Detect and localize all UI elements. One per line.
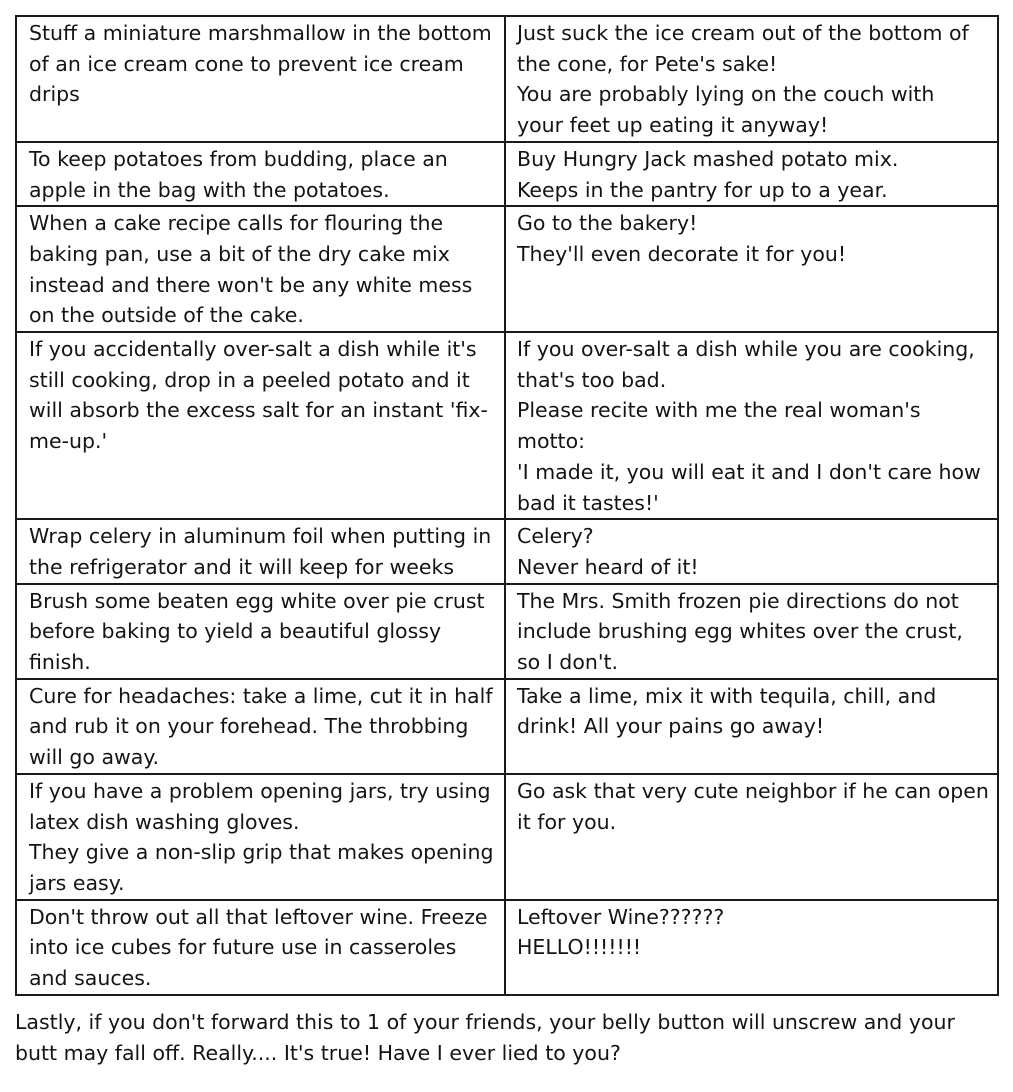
tip-cell (16, 206, 505, 332)
reply-line: You are probably lying on the couch with (517, 82, 935, 107)
table-row (16, 679, 998, 774)
tips-table (15, 15, 999, 996)
tip-cell (16, 16, 505, 142)
reply-line: Never heard of it! (517, 554, 699, 579)
reply-line: Just suck the ice cream out of the bottom of (517, 21, 969, 45)
reply-line: Leftover Wine?????? (517, 904, 725, 929)
tip-paragraph: Don't throw out all that leftover wine. Freeze into ice cubes for future use in casseroles and sauces. (29, 904, 488, 991)
reply-line: so I don't. (517, 650, 619, 675)
reply-cell (505, 584, 998, 679)
closing-paragraph: Lastly, if you don't forward this to 1 of your friends, your belly button will unscrew and your butt may fall off. Really.... It's true! Have I ever lied to you? (15, 1010, 955, 1065)
reply-cell (505, 142, 998, 206)
reply-line: Go to the bakery! (517, 211, 698, 236)
table-row (16, 774, 998, 900)
table-row (16, 16, 998, 142)
reply-line: it for you. (517, 809, 617, 834)
reply-line: HELLO!!!!!!! (517, 935, 642, 960)
reply-line: bad it tastes!' (517, 490, 659, 515)
tip-cell (16, 519, 505, 583)
tip-paragraph: Cure for headaches: take a lime, cut it in half and rub it on your forehead. The throbbing will go away. (29, 683, 493, 770)
tip-cell (16, 900, 505, 995)
tip-paragraph: Stuff a miniature marshmallow in the bottom of an ice cream cone to prevent ice cream drips (29, 21, 492, 107)
table-row (16, 332, 998, 519)
reply-cell (505, 679, 998, 774)
reply-line: Buy Hungry Jack mashed potato mix. (517, 146, 899, 171)
reply-line: Celery? (517, 524, 594, 549)
reply-cell (505, 16, 998, 142)
tip-paragraph: When a cake recipe calls for flouring the baking pan, use a bit of the dry cake mix instead and there won't be any white mess on the outside of the cake. (29, 211, 473, 328)
tip-cell (16, 142, 505, 206)
tip-cell (16, 332, 505, 519)
tip-cell (16, 584, 505, 679)
reply-line: your feet up eating it anyway! (517, 113, 829, 138)
tip-paragraph: If you accidentally over-salt a dish while it's still cooking, drop in a peeled potato and it will absorb the excess salt for an instant 'fix-me-up.' (29, 337, 488, 454)
reply-line: Please recite with me the real woman's (517, 398, 921, 423)
tip-paragraph: Wrap celery in aluminum foil when putting in the refrigerator and it will keep for weeks (29, 524, 492, 579)
reply-line: that's too bad. (517, 367, 667, 392)
reply-line: motto: (517, 429, 586, 454)
tip-paragraph: They give a non-slip grip that makes opening jars easy. (29, 840, 494, 895)
reply-line: include brushing egg whites over the crust, (517, 619, 963, 644)
table-row (16, 584, 998, 679)
reply-cell (505, 774, 998, 900)
table-row (16, 900, 998, 995)
reply-line: The Mrs. Smith frozen pie directions do not (517, 588, 959, 613)
reply-cell (505, 519, 998, 583)
reply-line: drink! All your pains go away! (517, 714, 825, 739)
tip-cell (16, 774, 505, 900)
tip-paragraph: Brush some beaten egg white over pie crust before baking to yield a beautiful glossy finish. (29, 588, 485, 675)
reply-line: Keeps in the pantry for up to a year. (517, 177, 888, 202)
reply-line: Go ask that very cute neighbor if he can open (517, 778, 989, 803)
reply-cell (505, 900, 998, 995)
reply-cell (505, 206, 998, 332)
reply-line: If you over-salt a dish while you are cooking, (517, 337, 975, 362)
reply-line: the cone, for Pete's sake! (517, 51, 778, 76)
tip-paragraph: To keep potatoes from budding, place an apple in the bag with the potatoes. (29, 146, 448, 202)
table-row (16, 142, 998, 206)
table-row (16, 519, 998, 583)
reply-line: 'I made it, you will eat it and I don't care how (517, 459, 981, 484)
tip-paragraph: If you have a problem opening jars, try using latex dish washing gloves. (29, 778, 491, 834)
reply-line: They'll even decorate it for you! (517, 241, 847, 266)
table-row (16, 206, 998, 332)
reply-line: Take a lime, mix it with tequila, chill, and (517, 683, 937, 708)
tip-cell (16, 679, 505, 774)
reply-cell (505, 332, 998, 519)
